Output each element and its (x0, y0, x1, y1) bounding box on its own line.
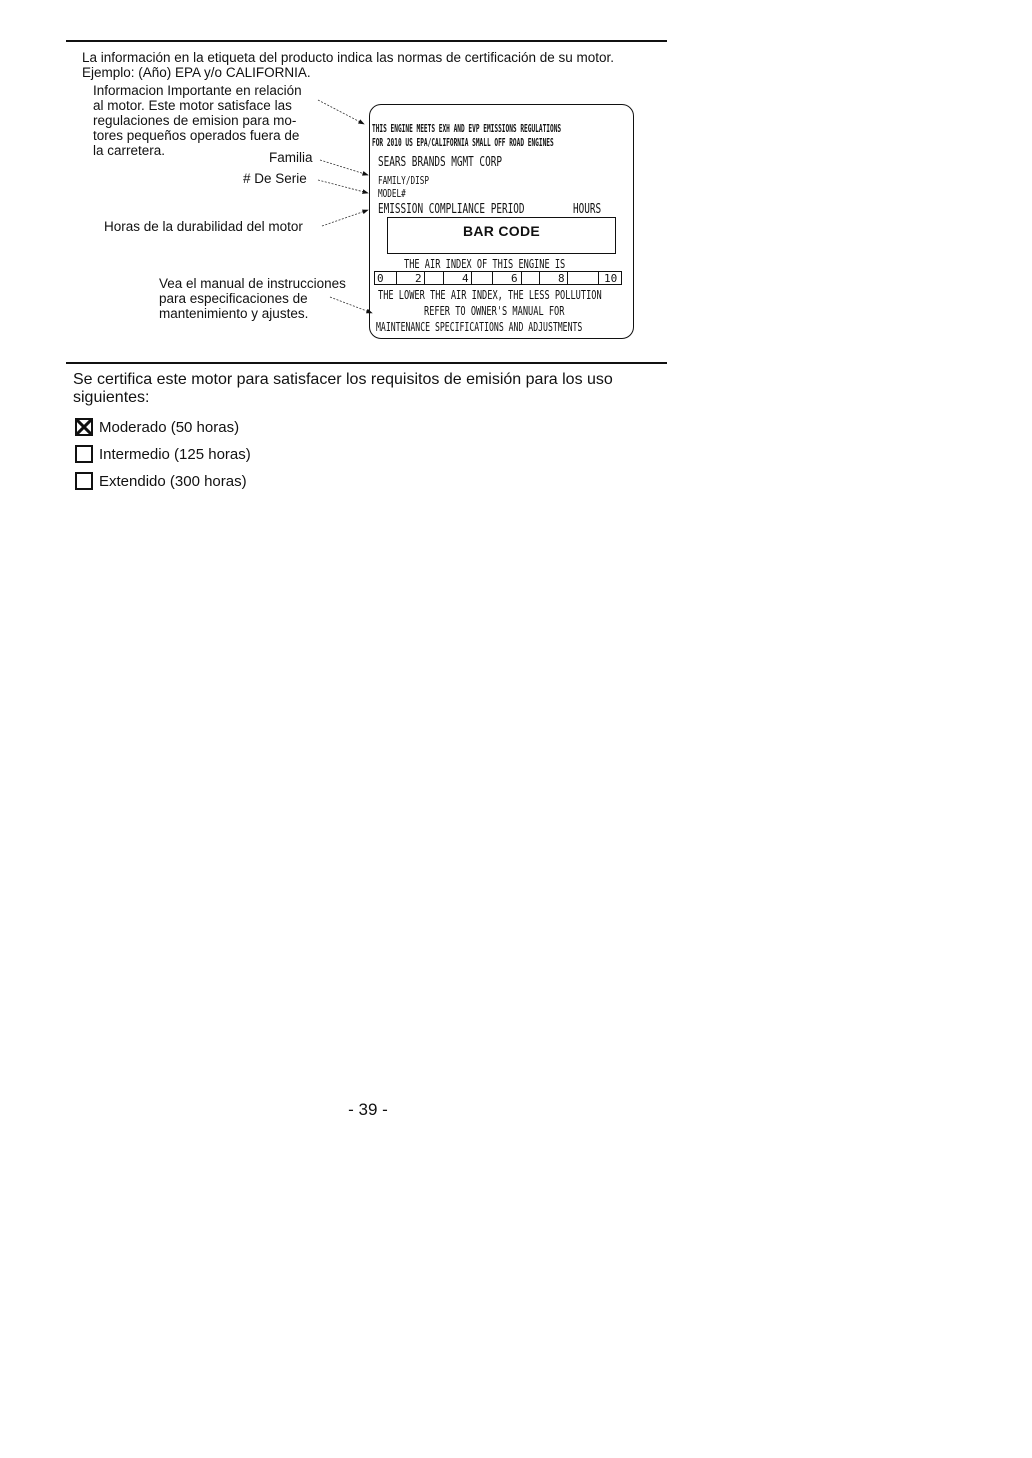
scale-tick (443, 272, 444, 284)
label-corp: SEARS BRANDS MGMT CORP (378, 155, 502, 170)
arrow-manual (330, 297, 372, 313)
callout-serial: # De Serie (243, 171, 307, 186)
label-regulations-line-2: FOR 2010 US EPA/CALIFORNIA SMALL OFF ROAD ENGINES (372, 136, 554, 149)
arrow-important (318, 100, 364, 124)
label-compliance-period: EMISSION COMPLIANCE PERIOD (378, 202, 525, 217)
certification-text-line-2: siguientes: (73, 389, 150, 406)
callout-important-line: tores pequeños operados fuera de (93, 128, 300, 143)
scale-tick (521, 272, 522, 284)
intro-line-1: La información en la etiqueta del producto indica las normas de certificación de su motor. (82, 50, 615, 65)
scale-tick (396, 272, 397, 284)
label-maintenance: MAINTENANCE SPECIFICATIONS AND ADJUSTMENTS (376, 320, 583, 334)
scale-tick (424, 272, 425, 284)
option-label: Extendido (300 horas) (99, 472, 247, 490)
emission-label (369, 104, 634, 339)
callout-manual-line: para especificaciones de (159, 291, 308, 306)
certification-text-line-1: Se certifica este motor para satisfacer los requisitos de emisión para los uso (73, 371, 613, 388)
callout-important-line: regulaciones de emision para mo- (93, 113, 297, 128)
label-air-index-title: THE AIR INDEX OF THIS ENGINE IS (404, 257, 566, 271)
page-number: - 39 - (348, 1100, 388, 1119)
arrow-serial (318, 180, 368, 193)
scale-tick (567, 272, 568, 284)
label-family-disp: FAMILY/DISP (378, 174, 430, 187)
callout-manual-line: mantenimiento y ajustes. (159, 306, 309, 321)
callout-manual-line: Vea el manual de instrucciones (159, 276, 346, 291)
scale-value: 6 (511, 272, 518, 285)
label-lower-index: THE LOWER THE AIR INDEX, THE LESS POLLUTION (378, 288, 602, 302)
callout-important-line: Informacion Importante en relación (93, 83, 302, 98)
arrow-family (320, 160, 368, 175)
callout-important-line: la carretera. (93, 143, 166, 158)
scale-tick (598, 272, 599, 284)
callout-family: Familia (269, 150, 313, 165)
barcode-text: BAR CODE (462, 223, 541, 239)
scale-value: 4 (462, 272, 469, 285)
option-label: Moderado (50 horas) (99, 418, 240, 436)
scale-value: 2 (415, 272, 422, 285)
arrow-durability (322, 210, 368, 226)
scale-tick (539, 272, 540, 284)
label-regulations-line: THIS ENGINE MEETS EXH AND EVP EMISSIONS REGULATIONS (372, 122, 562, 135)
air-index-scale (374, 271, 622, 285)
scale-tick (492, 272, 493, 284)
scale-value: 10 (604, 272, 618, 285)
intro-line-2: Ejemplo: (Año) EPA y/o CALIFORNIA. (82, 65, 311, 80)
option-intermedio (75, 444, 251, 464)
option-extendido (75, 471, 247, 491)
label-hours: HOURS (573, 202, 602, 217)
check-x-icon (77, 420, 91, 434)
checkbox-unchecked[interactable] (75, 445, 93, 463)
label-refer-manual: REFER TO OWNER'S MANUAL FOR (424, 304, 565, 318)
checkbox-unchecked[interactable] (75, 472, 93, 490)
checkbox-checked[interactable] (75, 418, 93, 436)
section-divider (66, 362, 667, 364)
scale-tick (471, 272, 472, 284)
barcode-box (387, 217, 616, 254)
scale-value: 0 (377, 272, 384, 285)
option-label: Intermedio (125 horas) (99, 445, 251, 463)
option-moderado (75, 417, 239, 437)
label-model: MODEL# (378, 187, 406, 200)
callout-durability: Horas de la durabilidad del motor (104, 219, 303, 234)
scale-value: 8 (558, 272, 565, 285)
callout-important-line: al motor. Este motor satisface las (93, 98, 292, 113)
